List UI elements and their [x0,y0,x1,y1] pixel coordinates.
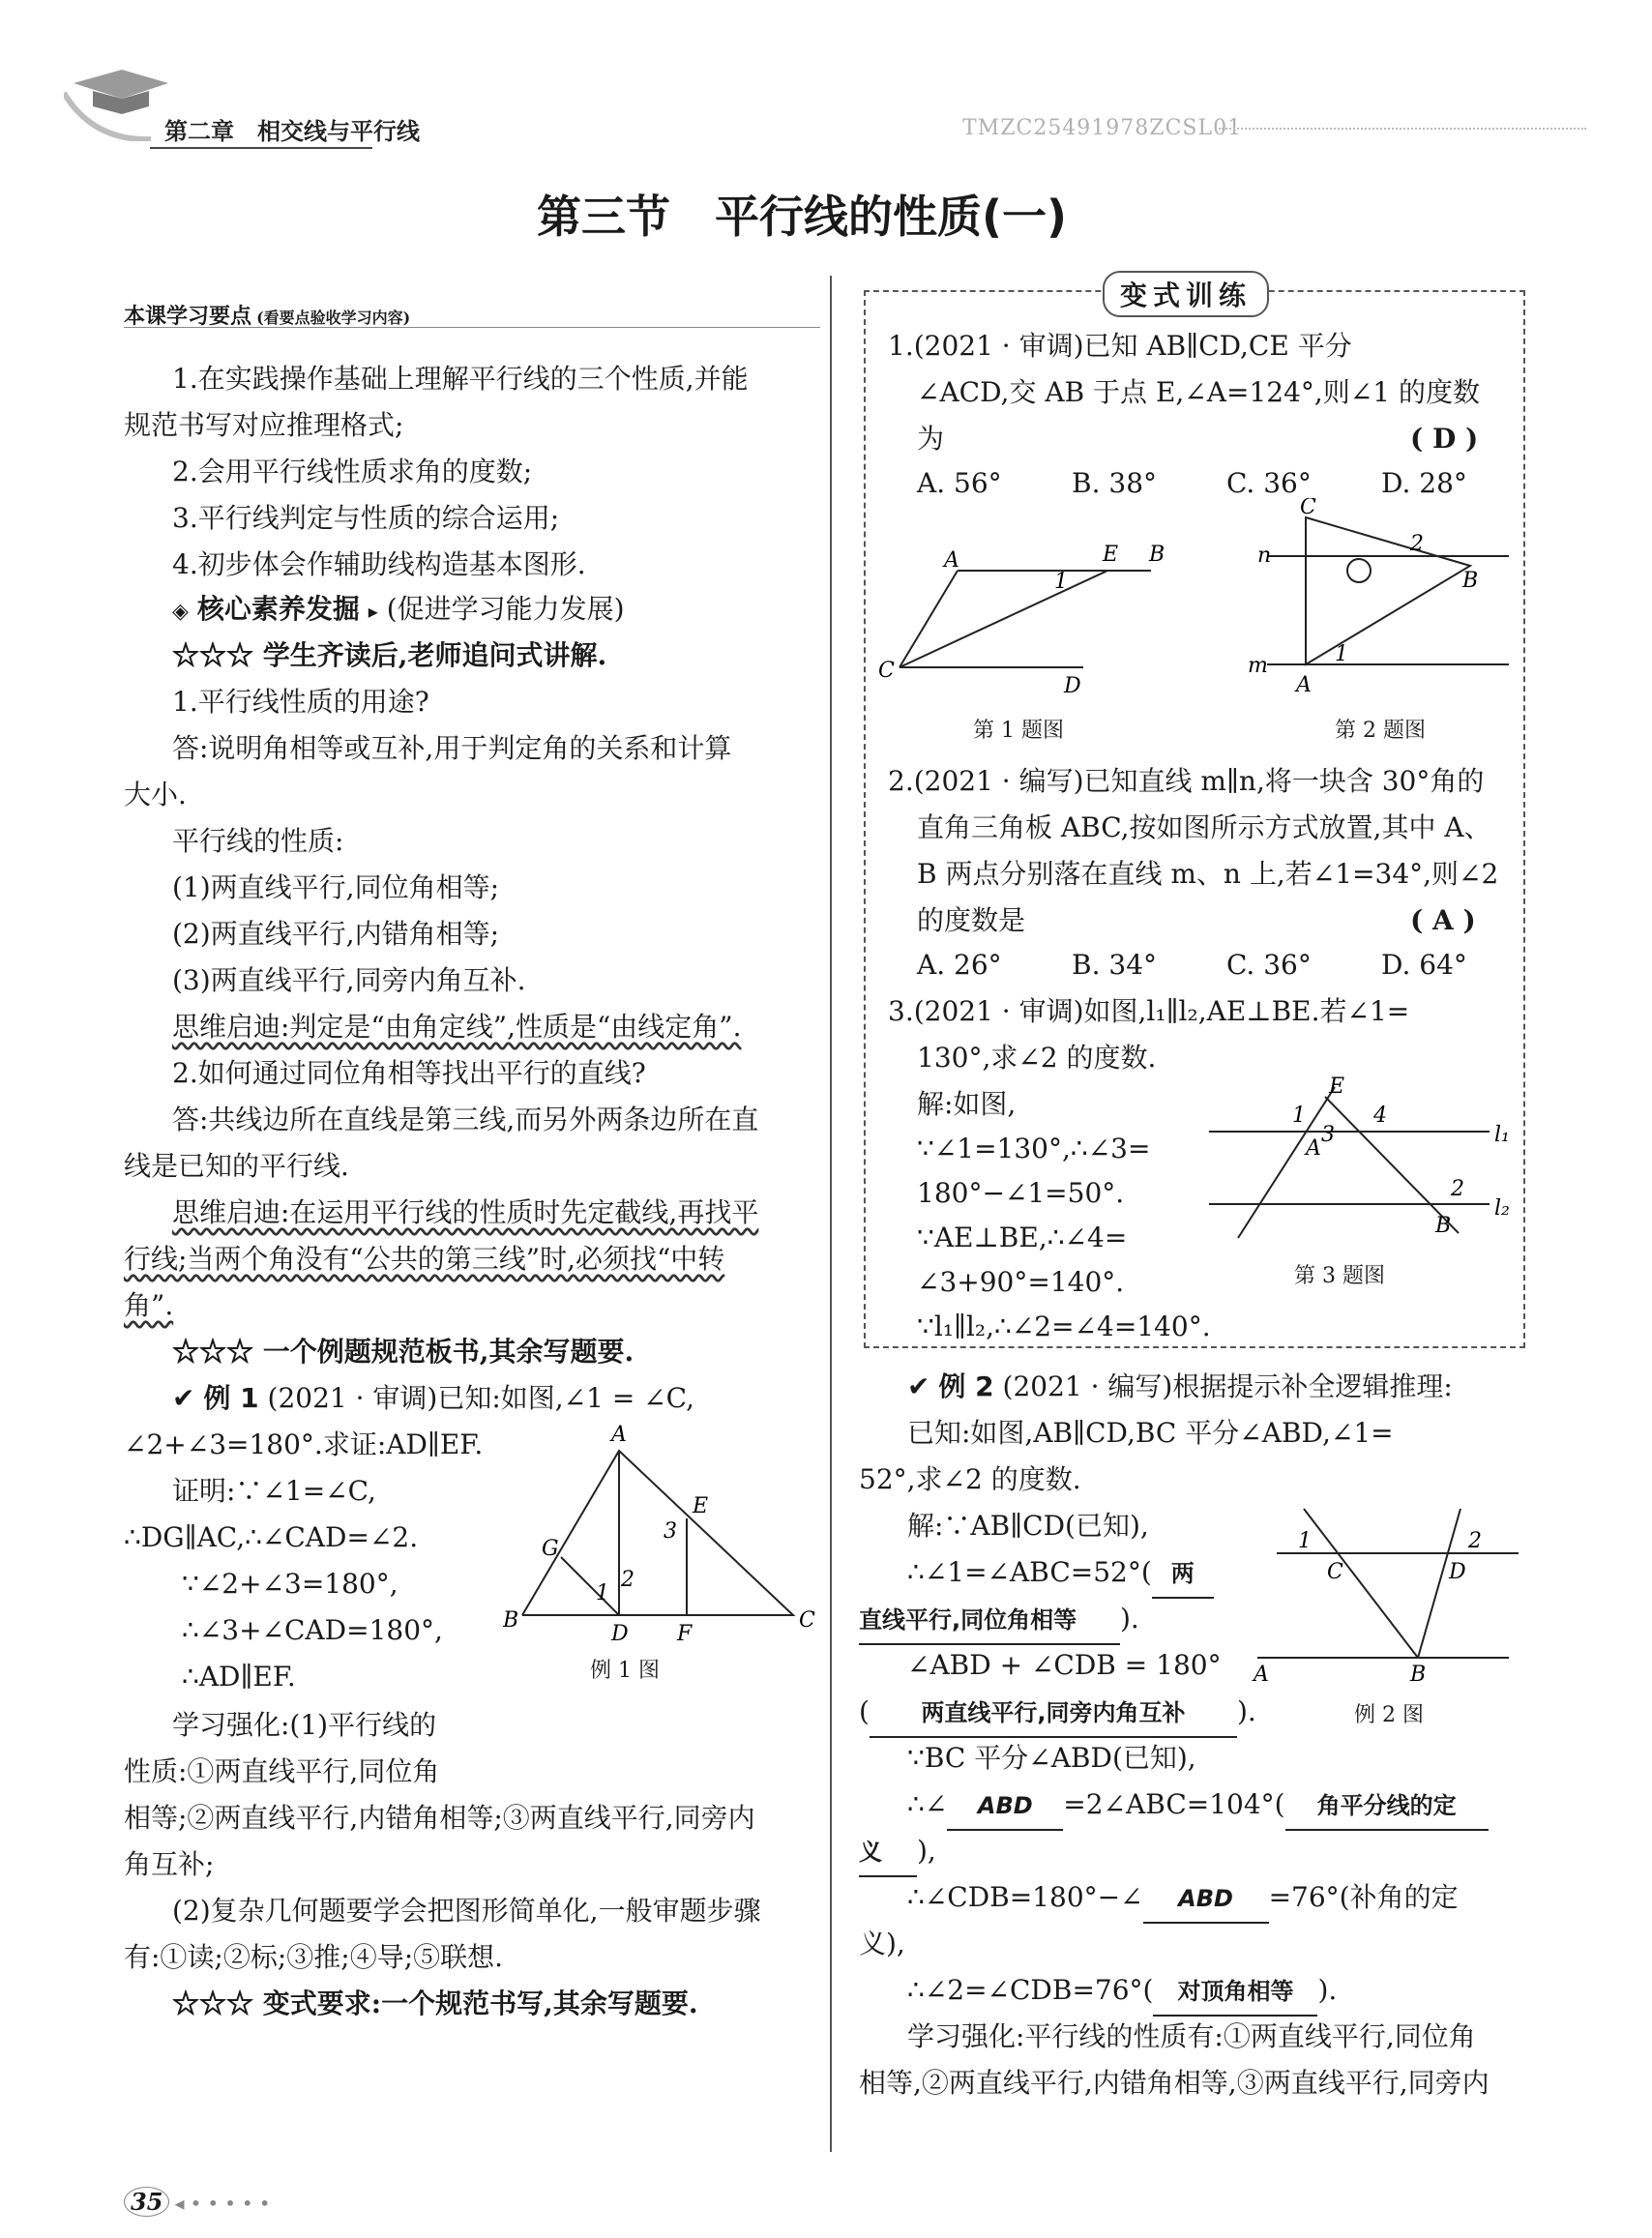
goal-1b: 规范书写对应推理格式; [124,409,404,441]
core-heading: 核心素养发掘 [196,593,360,625]
problem-3a: 3.(2021 · 审调)如图,l₁∥l₂,AE⊥BE.若∠1= [888,995,1410,1027]
proof-line-3: ∵∠2+∠3=180°, [182,1568,398,1600]
problem-2a: 2.(2021 · 编写)已知直线 m∥n,将一块含 30°角的 [888,765,1485,797]
ex2-step-9-a: ∴∠CDB=180°−∠ [907,1881,1143,1913]
goal-3: 3.平行线判定与性质的综合运用; [172,502,560,534]
label-G: G [542,1537,559,1561]
label-2: 2 [1451,1177,1464,1201]
think-2c: 角”. [124,1289,174,1321]
label-D: D [1064,674,1081,698]
problem-2c: B 两点分别落在直线 m、n 上,若∠1=34°,则∠2 [917,858,1499,890]
ex2-step-7-a: ∴∠ [907,1788,948,1820]
label-B: B [1149,543,1165,567]
label-B: B [1462,569,1479,593]
property-2: (2)两直线平行,内错角相等; [172,918,499,950]
think-2a: 思维启迪:在运用平行线的性质时先定截线,再找平 [172,1196,759,1228]
ex2-learn-1: 学习强化:平行线的性质有:①两直线平行,同位角 [907,2020,1476,2052]
label-A: A [1296,673,1312,697]
label-A: A [1306,1136,1321,1161]
solution-6: ∵l₁∥l₂,∴∠2=∠4=140°. [917,1310,1211,1342]
graduation-cap-icon [64,64,170,141]
think-1: 思维启迪:判定是“由角定线”,性质是“由线定角”. [172,1011,742,1043]
ex2-blank-5: ABD [1143,1875,1269,1924]
ex2-step-2-text: ∴∠1=∠ABC=52°( [907,1556,1152,1588]
problem-1-option-b: B. 38° [1072,467,1158,499]
goal-2: 2.会用平行线性质求角的度数; [172,456,533,487]
solution-4: ∵AE⊥BE,∴∠4= [917,1222,1128,1253]
problem-3-figure [1199,1074,1519,1248]
label-C: C [1300,498,1316,519]
page-number: 35 [124,2187,169,2217]
header-dots [1219,128,1586,130]
answer-2b: 线是已知的平行线. [124,1150,349,1182]
example-1-figure [503,1422,822,1644]
label-E: E [1329,1075,1345,1099]
goals-note: (看要点验收学习内容) [256,309,411,327]
goal-1a: 1.在实践操作基础上理解平行线的三个性质,并能 [172,363,749,395]
ex2-step-2 [907,1549,1214,1599]
label-C: C [1327,1560,1343,1584]
label-E: E [1103,543,1119,567]
core-heading-line [172,586,625,635]
header-rule [150,147,372,149]
label-E: E [693,1494,709,1518]
chapter-title: 第二章 相交线与平行线 [164,118,420,145]
check-icon: ✔ [907,1370,930,1402]
problem-2-figure [1238,498,1519,701]
problem-3b: 130°,求∠2 的度数. [917,1042,1157,1074]
problem-1c: 为 [917,423,945,455]
label-C: C [878,659,895,683]
core-icon: ◈ [172,600,189,624]
exercise-box-title: 变式训练 [1103,271,1269,317]
page-number-badge [124,2188,277,2216]
learn-1: 学习强化:(1)平行线的 [172,1709,437,1741]
ex2-blank-1a: 两 [1152,1550,1214,1599]
stars-line-1: ☆☆☆ 学生齐读后,老师追问式讲解. [172,639,607,671]
example-2-given-b: 52°,求∠2 的度数. [859,1463,1081,1495]
ex2-blank-6: 对顶角相等 [1153,1968,1317,2017]
ex2-step-11 [907,1967,1337,2017]
header [58,58,1586,155]
question-2: 2.如何通过同位角相等找出平行的直线? [172,1057,646,1089]
ex2-blank-4b: 义 [859,1829,917,1877]
label-F: F [677,1622,693,1644]
problem-2d: 的度数是 [917,904,1026,936]
check-icon: ✔ [172,1382,195,1414]
learn-6: 有:①读;②标;③推;④导;⑤联想. [124,1941,504,1973]
column-divider [830,276,832,2152]
label-l2: l₂ [1494,1196,1510,1221]
stars-line-3: ☆☆☆ 变式要求:一个规范书写,其余写题要. [172,1988,698,2019]
label-A: A [1254,1663,1269,1683]
problem-2b: 直角三角板 ABC,按如图所示方式放置,其中 A、 [917,811,1491,843]
problem-1-option-d: D. 28° [1381,467,1467,499]
example-1-line [172,1375,694,1422]
solution-1: 解:如图, [917,1088,1017,1120]
label-D: D [611,1622,629,1644]
label-n: n [1257,544,1272,568]
ex2-learn-2: 相等,②两直线平行,内错角相等,③两直线平行,同旁内 [859,2067,1490,2099]
stars-line-2: ☆☆☆ 一个例题规范板书,其余写题要. [172,1336,634,1368]
ex2-step-5-open: ( [859,1695,870,1727]
ex2-step-3-end: ). [1120,1603,1139,1634]
goals-heading-bar [124,300,820,328]
solution-3: 180°−∠1=50°. [917,1177,1125,1209]
core-note: (促进学习能力发展) [386,593,625,625]
problem-1-option-a: A. 56° [917,467,1002,499]
label-2: 2 [1468,1529,1482,1553]
ex2-step-3 [859,1596,1139,1645]
label-C: C [799,1608,815,1633]
figure-1-caption: 第 1 题图 [973,719,1064,743]
label-1: 1 [1335,642,1348,666]
learn-3: 相等;②两直线平行,内错角相等;③两直线平行,同旁内 [124,1802,755,1834]
triangle-icon: ▸ [368,600,378,623]
proof-line-1: 证明:∵∠1=∠C, [172,1475,376,1507]
answer-1a: 答:说明角相等或互补,用于判定角的关系和计算 [172,732,732,764]
label-3: 3 [1321,1123,1335,1147]
property-title: 平行线的性质: [172,825,344,857]
ex2-step-1: 解:∵AB∥CD(已知), [907,1510,1149,1542]
example-1-label: 例 1 [203,1382,259,1414]
example-1-text-a: (2021 · 审调)已知:如图,∠1 = ∠C, [267,1382,694,1414]
figure-2-caption: 第 2 题图 [1335,719,1426,743]
problem-2-answer: ( A ) [1410,904,1476,936]
learn-2: 性质:①两直线平行,同位角 [124,1755,440,1787]
ex2-step-9-b: =76°(补角的定 [1268,1881,1459,1913]
ex2-step-4: ∠ABD + ∠CDB = 180° [907,1649,1222,1681]
header-code: TMZC25491978ZCSL01 [962,116,1243,140]
learn-5: (2)复杂几何题要学会把图形简单化,一般审题步骤 [172,1895,761,1927]
ex2-step-11-a: ∴∠2=∠CDB=76°( [907,1974,1154,2006]
ex2-blank-1b: 直线平行,同位角相等 [859,1597,1120,1645]
solution-2: ∵∠1=130°,∴∠3= [917,1133,1151,1164]
label-1: 1 [1298,1529,1312,1553]
ex2-step-10: 义), [859,1928,905,1959]
proof-line-5: ∴AD∥EF. [182,1661,296,1693]
problem-1-option-c: C. 36° [1226,467,1312,499]
example-2-figure [1238,1489,1528,1683]
label-B: B [1435,1214,1452,1238]
problem-1b: ∠ACD,交 AB 于点 E,∠A=124°,则∠1 的度数 [917,376,1480,408]
label-3: 3 [664,1519,677,1544]
problem-1-answer: ( D ) [1410,423,1479,455]
label-1: 1 [1292,1104,1306,1128]
label-1: 1 [596,1581,609,1605]
problem-1-figure [870,532,1199,701]
example-2-caption: 例 2 图 [1354,1703,1424,1727]
label-D: D [1449,1560,1466,1584]
page-title: 第三节 平行线的性质(一) [537,191,1068,243]
solution-5: ∠3+90°=140°. [917,1266,1125,1298]
ex2-step-7-b: =2∠ABC=104°( [1063,1788,1285,1820]
problem-2-option-d: D. 64° [1381,949,1467,981]
example-1-caption: 例 1 图 [590,1659,660,1683]
label-B: B [503,1608,519,1633]
problem-2-option-a: A. 26° [917,949,1002,981]
ex2-blank-4a: 角平分线的定 [1285,1782,1489,1831]
label-2: 2 [621,1568,634,1592]
ex2-step-5 [859,1689,1256,1738]
proof-line-4: ∴∠3+∠CAD=180°, [182,1614,443,1646]
example-2-label: 例 2 [938,1370,994,1402]
answer-1b: 大小. [124,779,187,810]
proof-line-2: ∴DG∥AC,∴∠CAD=∠2. [124,1521,419,1553]
ex2-step-8-end: ), [917,1835,936,1867]
label-l1: l₁ [1494,1123,1510,1147]
goals-heading: 本课学习要点 [124,305,252,329]
question-1: 1.平行线性质的用途? [172,686,429,718]
label-m: m [1248,654,1268,678]
figure-3-caption: 第 3 题图 [1294,1264,1385,1288]
example-2-given-a: 已知:如图,AB∥CD,BC 平分∠ABD,∠1= [907,1417,1394,1449]
label-A: A [944,548,959,573]
learn-4: 角互补; [124,1848,215,1880]
page-dots-icon: ◂••••• [174,2192,277,2215]
property-3: (3)两直线平行,同旁内角互补. [172,964,526,996]
ex2-blank-2: 两直线平行,同旁内角互补 [870,1690,1237,1738]
problem-2-option-b: B. 34° [1072,949,1158,981]
ex2-step-6: ∵BC 平分∠ABD(已知), [907,1742,1196,1774]
ex2-blank-3: ABD [947,1782,1063,1831]
label-A: A [611,1423,627,1447]
ex2-step-7 [907,1782,1489,1831]
ex2-step-8 [859,1828,936,1877]
example-1-text-b: ∠2+∠3=180°.求证:AD∥EF. [124,1428,484,1460]
label-2: 2 [1410,532,1424,556]
think-2b: 行线;当两个角没有“公共的第三线”时,必须找“中转 [124,1243,725,1275]
label-B: B [1410,1663,1427,1683]
problem-2-option-c: C. 36° [1226,949,1312,981]
label-1: 1 [1054,570,1068,594]
label-4: 4 [1373,1104,1387,1128]
answer-2a: 答:共线边所在直线是第三线,而另外两条边所在直 [172,1104,759,1135]
ex2-step-11-end: ). [1317,1974,1338,2006]
problem-1a: 1.(2021 · 审调)已知 AB∥CD,CE 平分 [888,330,1352,362]
goal-4: 4.初步体会作辅助线构造基本图形. [172,548,586,580]
ex2-step-9 [907,1874,1459,1924]
property-1: (1)两直线平行,同位角相等; [172,871,499,903]
ex2-step-5-end: ). [1236,1695,1256,1727]
example-2-line [907,1364,1453,1410]
example-2-head: (2021 · 编写)根据提示补全逻辑推理: [1002,1370,1453,1402]
